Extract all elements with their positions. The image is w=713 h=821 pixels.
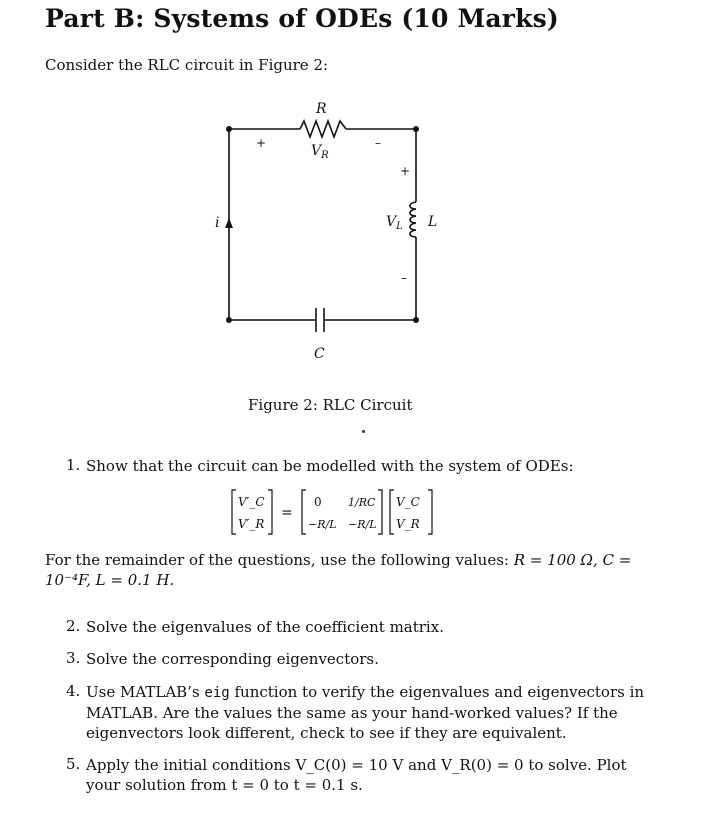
- equals-sign: =: [281, 505, 293, 521]
- question-text: [86, 682, 646, 743]
- question-text: Solve the corresponding eigenvectors.: [86, 650, 379, 668]
- question-number: 5.: [66, 755, 81, 773]
- question-number: 2.: [66, 617, 81, 635]
- matrix-a11: 0: [314, 495, 322, 509]
- rhs-vr: V_R: [396, 517, 420, 531]
- resistor-symbol: [300, 121, 346, 137]
- intro-text: Consider the RLC circuit in Figure 2:: [45, 56, 329, 74]
- question-text: Apply the initial conditions V_C(0) = 10 V and V_R(0) = 0 to solve. Plot your solution from t = 0 to t = 0.1 s.: [86, 756, 627, 794]
- bracket-lhs-right: [268, 490, 272, 534]
- matrix-a22: −R/L: [348, 518, 377, 531]
- lhs-vr-prime: V′_R: [238, 517, 265, 531]
- question-number: 4.: [66, 682, 81, 700]
- ode-system-equation: [228, 484, 468, 540]
- bracket-matrix-right: [378, 490, 382, 534]
- capacitor-label: C: [314, 346, 325, 362]
- node-dot: [226, 126, 232, 132]
- vr-minus-sign: –: [375, 136, 381, 150]
- rhs-vc: V_C: [396, 495, 420, 509]
- node-dot: [226, 317, 232, 323]
- vl-plus-sign: +: [400, 164, 411, 178]
- lhs-vc-prime: V′_C: [238, 495, 265, 509]
- values-remark: [45, 550, 675, 590]
- question-text: Solve the eigenvalues of the coefficient matrix.: [86, 618, 444, 636]
- remark-text: For the remainder of the questions, use the following values:: [45, 551, 509, 569]
- figure-caption: Figure 2: RLC Circuit: [248, 396, 413, 414]
- matlab-function-name: eig: [204, 685, 230, 701]
- question-text: Show that the circuit can be modelled with the system of ODEs:: [86, 457, 574, 475]
- current-arrow-icon: [225, 218, 233, 228]
- bracket-lhs-left: [232, 490, 236, 534]
- question-text-post: function to verify the eigenvalues and eigenvectors in MATLAB. Are the values the same as your hand-worked values? If the eigenvectors look different, check to see if they are equivalent.: [86, 683, 645, 742]
- resistor-label: R: [316, 101, 327, 117]
- question-number: 1.: [66, 456, 81, 474]
- bracket-rhs-right: [428, 490, 432, 534]
- inductor-symbol: [410, 202, 416, 237]
- vr-label: $V_R$: [311, 143, 329, 161]
- question-number: 3.: [66, 649, 81, 667]
- remark-values: R = 100 Ω, C = 10⁻⁴F, L = 0.1 H.: [45, 551, 632, 589]
- vl-label: $V_L$: [386, 214, 403, 232]
- node-dot: [413, 317, 419, 323]
- vl-minus-sign: –: [401, 271, 407, 285]
- vr-plus-sign: +: [256, 136, 267, 150]
- matrix-a12: 1/RC: [348, 496, 376, 509]
- bracket-matrix-left: [302, 490, 306, 534]
- section-heading: Part B: Systems of ODEs (10 Marks): [45, 4, 559, 33]
- matrix-a21: −R/L: [308, 518, 337, 531]
- rlc-circuit-diagram: [200, 95, 460, 375]
- current-label: i: [215, 215, 220, 231]
- bracket-rhs-left: [390, 490, 394, 534]
- inductor-label: L: [428, 214, 438, 230]
- stray-dot: [362, 430, 365, 433]
- question-text-pre: Use MATLAB’s: [86, 683, 205, 701]
- node-dot: [413, 126, 419, 132]
